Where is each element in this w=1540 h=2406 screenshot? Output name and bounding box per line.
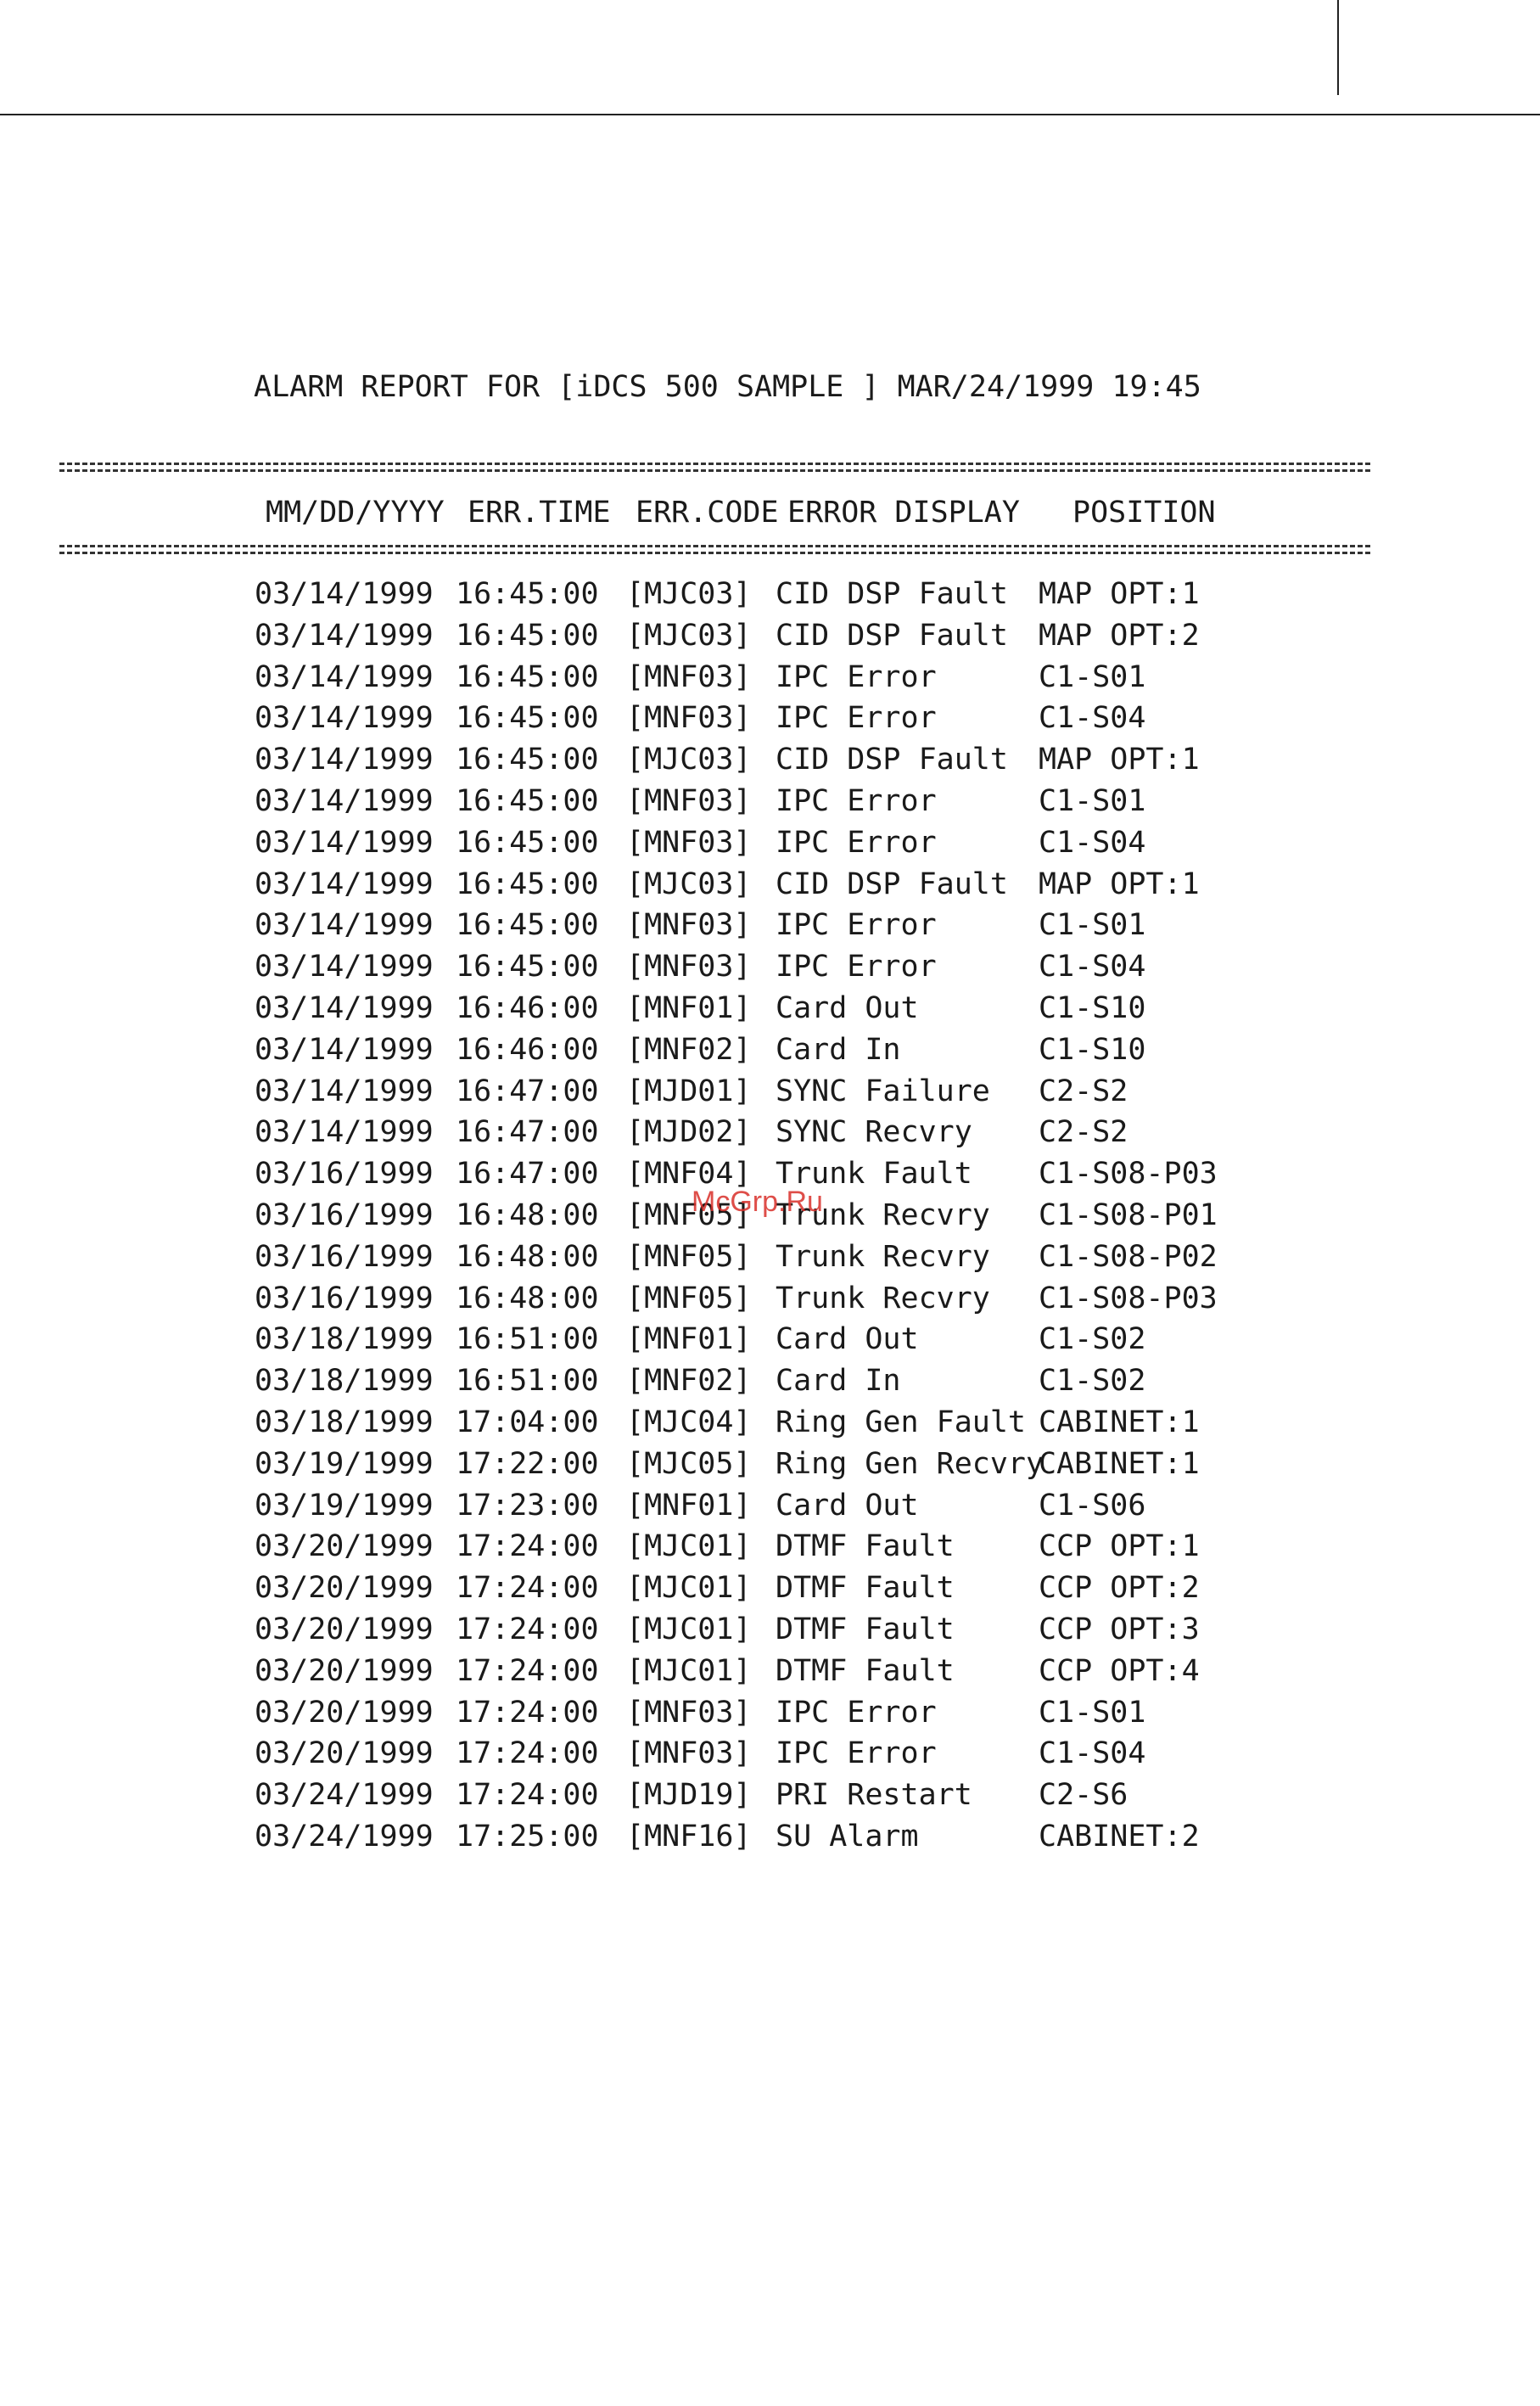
table-row — [0, 988, 1540, 1029]
alarm-display: Card Out — [776, 1322, 919, 1357]
alarm-code: [MNF03] — [626, 908, 752, 943]
alarm-code: [MNF05] — [626, 1281, 752, 1315]
alarm-display: CID DSP Fault — [776, 577, 1008, 611]
alarm-display: IPC Error — [776, 825, 937, 860]
table-row — [0, 574, 1540, 615]
alarm-time: 16:48:00 — [456, 1281, 599, 1315]
alarm-display: DTMF Fault — [776, 1653, 955, 1688]
alarm-date: 03/16/1999 — [255, 1197, 434, 1232]
alarm-date: 03/20/1999 — [255, 1736, 434, 1771]
table-row — [0, 739, 1540, 781]
watermark: McGrp.Ru — [692, 1186, 823, 1218]
alarm-time: 16:45:00 — [456, 743, 599, 777]
alarm-date: 03/14/1999 — [255, 743, 434, 777]
alarm-code: [MJC03] — [626, 618, 752, 653]
alarm-date: 03/18/1999 — [255, 1405, 434, 1439]
alarm-position: C1-S01 — [1039, 1695, 1146, 1730]
alarm-code: [MNF05] — [626, 1239, 752, 1274]
alarm-date: 03/24/1999 — [255, 1778, 434, 1813]
alarm-time: 17:25:00 — [456, 1819, 599, 1854]
alarm-code: [MNF03] — [626, 783, 752, 818]
alarm-date: 03/16/1999 — [255, 1281, 434, 1315]
alarm-time: 16:51:00 — [456, 1364, 599, 1399]
column-header-position: POSITION — [1072, 496, 1216, 530]
table-row — [0, 1485, 1540, 1527]
alarm-code: [MNF03] — [626, 950, 752, 984]
alarm-date: 03/14/1999 — [255, 950, 434, 984]
alarm-date: 03/14/1999 — [255, 659, 434, 694]
alarm-position: C1-S10 — [1039, 990, 1146, 1025]
alarm-date: 03/18/1999 — [255, 1322, 434, 1357]
alarm-date: 03/19/1999 — [255, 1446, 434, 1481]
alarm-time: 17:24:00 — [456, 1612, 599, 1646]
alarm-position: C1-S02 — [1039, 1364, 1146, 1399]
alarm-position: C1-S04 — [1039, 701, 1146, 736]
alarm-code: [MJD19] — [626, 1778, 752, 1813]
alarm-position: C1-S08-P02 — [1039, 1239, 1218, 1274]
alarm-time: 17:24:00 — [456, 1529, 599, 1564]
alarm-code: [MJC01] — [626, 1653, 752, 1688]
alarm-code: [MJC05] — [626, 1446, 752, 1481]
alarm-code: [MNF03] — [626, 701, 752, 736]
table-row — [0, 1651, 1540, 1692]
table-row — [0, 698, 1540, 739]
alarm-position: MAP OPT:1 — [1039, 866, 1200, 901]
alarm-code: [MNF05] — [626, 1197, 752, 1232]
alarm-code: [MJC01] — [626, 1529, 752, 1564]
alarm-time: 16:48:00 — [456, 1239, 599, 1274]
alarm-time: 17:23:00 — [456, 1488, 599, 1523]
alarm-time: 16:45:00 — [456, 866, 599, 901]
alarm-display: IPC Error — [776, 950, 937, 984]
alarm-display: Trunk Recvry — [776, 1197, 990, 1232]
alarm-position: C1-S02 — [1039, 1322, 1146, 1357]
table-row — [0, 1112, 1540, 1153]
alarm-date: 03/14/1999 — [255, 783, 434, 818]
alarm-code: [MJC03] — [626, 577, 752, 611]
table-row — [0, 1360, 1540, 1402]
alarm-display: Card Out — [776, 990, 919, 1025]
alarm-display: Ring Gen Recvry — [776, 1446, 1044, 1481]
alarm-position: C1-S08-P03 — [1039, 1281, 1218, 1315]
alarm-time: 17:24:00 — [456, 1571, 599, 1606]
alarm-display: IPC Error — [776, 783, 937, 818]
alarm-code: [MNF03] — [626, 1695, 752, 1730]
alarm-position: C2-S2 — [1039, 1074, 1128, 1108]
alarm-time: 16:45:00 — [456, 950, 599, 984]
alarm-code: [MNF01] — [626, 990, 752, 1025]
table-row — [0, 1071, 1540, 1113]
alarm-time: 16:51:00 — [456, 1322, 599, 1357]
alarm-position: CCP OPT:2 — [1039, 1571, 1200, 1606]
table-row — [0, 657, 1540, 698]
alarm-position: C1-S04 — [1039, 1736, 1146, 1771]
alarm-position: CCP OPT:4 — [1039, 1653, 1200, 1688]
alarm-display: CID DSP Fault — [776, 618, 1008, 653]
alarm-time: 16:47:00 — [456, 1074, 599, 1108]
alarm-time: 16:47:00 — [456, 1157, 599, 1192]
table-row — [0, 1526, 1540, 1568]
table-row — [0, 1609, 1540, 1651]
alarm-date: 03/20/1999 — [255, 1571, 434, 1606]
alarm-time: 16:45:00 — [456, 908, 599, 943]
alarm-display: CID DSP Fault — [776, 743, 1008, 777]
alarm-position: MAP OPT:2 — [1039, 618, 1200, 653]
alarm-code: [MJD01] — [626, 1074, 752, 1108]
table-row — [0, 1444, 1540, 1485]
table-row — [0, 1319, 1540, 1360]
report-title: ALARM REPORT FOR [iDCS 500 SAMPLE ] MAR/24/1999 19:45 — [254, 370, 1201, 404]
alarm-code: [MNF16] — [626, 1819, 752, 1854]
alarm-time: 16:48:00 — [456, 1197, 599, 1232]
alarm-display: SU Alarm — [776, 1819, 919, 1854]
alarm-position: CABINET:1 — [1039, 1446, 1200, 1481]
alarm-position: C1-S01 — [1039, 659, 1146, 694]
alarm-display: Ring Gen Fault — [776, 1405, 1027, 1439]
alarm-display: IPC Error — [776, 659, 937, 694]
alarm-position: C2-S2 — [1039, 1115, 1128, 1150]
table-row — [0, 946, 1540, 988]
alarm-date: 03/20/1999 — [255, 1695, 434, 1730]
alarm-date: 03/14/1999 — [255, 1074, 434, 1108]
alarm-time: 17:04:00 — [456, 1405, 599, 1439]
alarm-position: CABINET:2 — [1039, 1819, 1200, 1854]
alarm-date: 03/14/1999 — [255, 908, 434, 943]
alarm-position: CABINET:1 — [1039, 1405, 1200, 1439]
table-row — [0, 615, 1540, 657]
table-row — [0, 905, 1540, 946]
alarm-time: 16:45:00 — [456, 577, 599, 611]
alarm-position: C1-S10 — [1039, 1032, 1146, 1067]
alarm-date: 03/14/1999 — [255, 866, 434, 901]
alarm-date: 03/14/1999 — [255, 618, 434, 653]
column-header-display: ERROR DISPLAY — [787, 496, 1020, 530]
alarm-code: [MJC03] — [626, 866, 752, 901]
alarm-display: Card In — [776, 1364, 901, 1399]
alarm-position: C1-S04 — [1039, 950, 1146, 984]
alarm-time: 17:24:00 — [456, 1736, 599, 1771]
alarm-date: 03/16/1999 — [255, 1239, 434, 1274]
corner-rule — [1337, 0, 1339, 95]
alarm-position: C1-S01 — [1039, 908, 1146, 943]
alarm-display: IPC Error — [776, 1736, 937, 1771]
alarm-display: IPC Error — [776, 1695, 937, 1730]
table-row — [0, 1029, 1540, 1071]
alarm-display: Trunk Fault — [776, 1157, 972, 1192]
alarm-date: 03/14/1999 — [255, 990, 434, 1025]
column-header-date: MM/DD/YYYY — [266, 496, 445, 530]
alarm-time: 16:45:00 — [456, 783, 599, 818]
alarm-date: 03/16/1999 — [255, 1157, 434, 1192]
alarm-position: C1-S06 — [1039, 1488, 1146, 1523]
alarm-date: 03/20/1999 — [255, 1529, 434, 1564]
alarm-code: [MJC03] — [626, 743, 752, 777]
table-row — [0, 1278, 1540, 1320]
alarm-date: 03/14/1999 — [255, 577, 434, 611]
alarm-code: [MJC01] — [626, 1571, 752, 1606]
column-header-time: ERR.TIME — [468, 496, 611, 530]
alarm-time: 17:24:00 — [456, 1695, 599, 1730]
alarm-code: [MNF01] — [626, 1488, 752, 1523]
alarm-position: CCP OPT:1 — [1039, 1529, 1200, 1564]
alarm-date: 03/24/1999 — [255, 1819, 434, 1854]
alarm-display: Trunk Recvry — [776, 1281, 990, 1315]
table-row — [0, 781, 1540, 822]
alarm-code: [MJD02] — [626, 1115, 752, 1150]
alarm-code: [MNF03] — [626, 1736, 752, 1771]
alarm-code: [MNF03] — [626, 659, 752, 694]
alarm-date: 03/14/1999 — [255, 701, 434, 736]
alarm-date: 03/18/1999 — [255, 1364, 434, 1399]
alarm-display: DTMF Fault — [776, 1612, 955, 1646]
alarm-time: 17:24:00 — [456, 1778, 599, 1813]
table-row — [0, 1733, 1540, 1775]
alarm-display: DTMF Fault — [776, 1571, 955, 1606]
table-row — [0, 864, 1540, 906]
table-row — [0, 1568, 1540, 1609]
alarm-time: 16:46:00 — [456, 990, 599, 1025]
alarm-position: C1-S08-P03 — [1039, 1157, 1218, 1192]
alarm-time: 16:45:00 — [456, 825, 599, 860]
alarm-code: [MNF03] — [626, 825, 752, 860]
alarm-position: MAP OPT:1 — [1039, 577, 1200, 611]
alarm-display: IPC Error — [776, 701, 937, 736]
alarm-time: 17:22:00 — [456, 1446, 599, 1481]
alarm-time: 16:46:00 — [456, 1032, 599, 1067]
column-header-code: ERR.CODE — [636, 496, 779, 530]
table-row — [0, 1692, 1540, 1734]
alarm-date: 03/14/1999 — [255, 1032, 434, 1067]
table-row — [0, 1816, 1540, 1858]
alarm-display: DTMF Fault — [776, 1529, 955, 1564]
alarm-code: [MNF04] — [626, 1157, 752, 1192]
alarm-position: MAP OPT:1 — [1039, 743, 1200, 777]
alarm-time: 17:24:00 — [456, 1653, 599, 1688]
alarm-date: 03/14/1999 — [255, 825, 434, 860]
alarm-display: SYNC Failure — [776, 1074, 990, 1108]
alarm-position: C1-S01 — [1039, 783, 1146, 818]
alarm-time: 16:45:00 — [456, 618, 599, 653]
table-row — [0, 1402, 1540, 1444]
alarm-display: Card In — [776, 1032, 901, 1067]
table-row — [0, 1775, 1540, 1816]
alarm-position: C1-S08-P01 — [1039, 1197, 1218, 1232]
alarm-position: C2-S6 — [1039, 1778, 1128, 1813]
alarm-code: [MNF02] — [626, 1364, 752, 1399]
alarm-code: [MJC01] — [626, 1612, 752, 1646]
separator-header — [59, 543, 1370, 557]
alarm-display: Card Out — [776, 1488, 919, 1523]
separator-top — [59, 461, 1370, 474]
alarm-position: CCP OPT:3 — [1039, 1612, 1200, 1646]
top-rule — [0, 114, 1540, 115]
alarm-time: 16:45:00 — [456, 659, 599, 694]
alarm-display: Trunk Recvry — [776, 1239, 990, 1274]
alarm-time: 16:45:00 — [456, 701, 599, 736]
alarm-time: 16:47:00 — [456, 1115, 599, 1150]
alarm-date: 03/20/1999 — [255, 1653, 434, 1688]
alarm-display: CID DSP Fault — [776, 866, 1008, 901]
table-row — [0, 822, 1540, 864]
alarm-code: [MNF02] — [626, 1032, 752, 1067]
alarm-code: [MJC04] — [626, 1405, 752, 1439]
alarm-position: C1-S04 — [1039, 825, 1146, 860]
alarm-code: [MNF01] — [626, 1322, 752, 1357]
alarm-date: 03/19/1999 — [255, 1488, 434, 1523]
alarm-display: IPC Error — [776, 908, 937, 943]
alarm-date: 03/14/1999 — [255, 1115, 434, 1150]
table-row — [0, 1237, 1540, 1278]
alarm-display: SYNC Recvry — [776, 1115, 972, 1150]
alarm-display: PRI Restart — [776, 1778, 972, 1813]
alarm-date: 03/20/1999 — [255, 1612, 434, 1646]
